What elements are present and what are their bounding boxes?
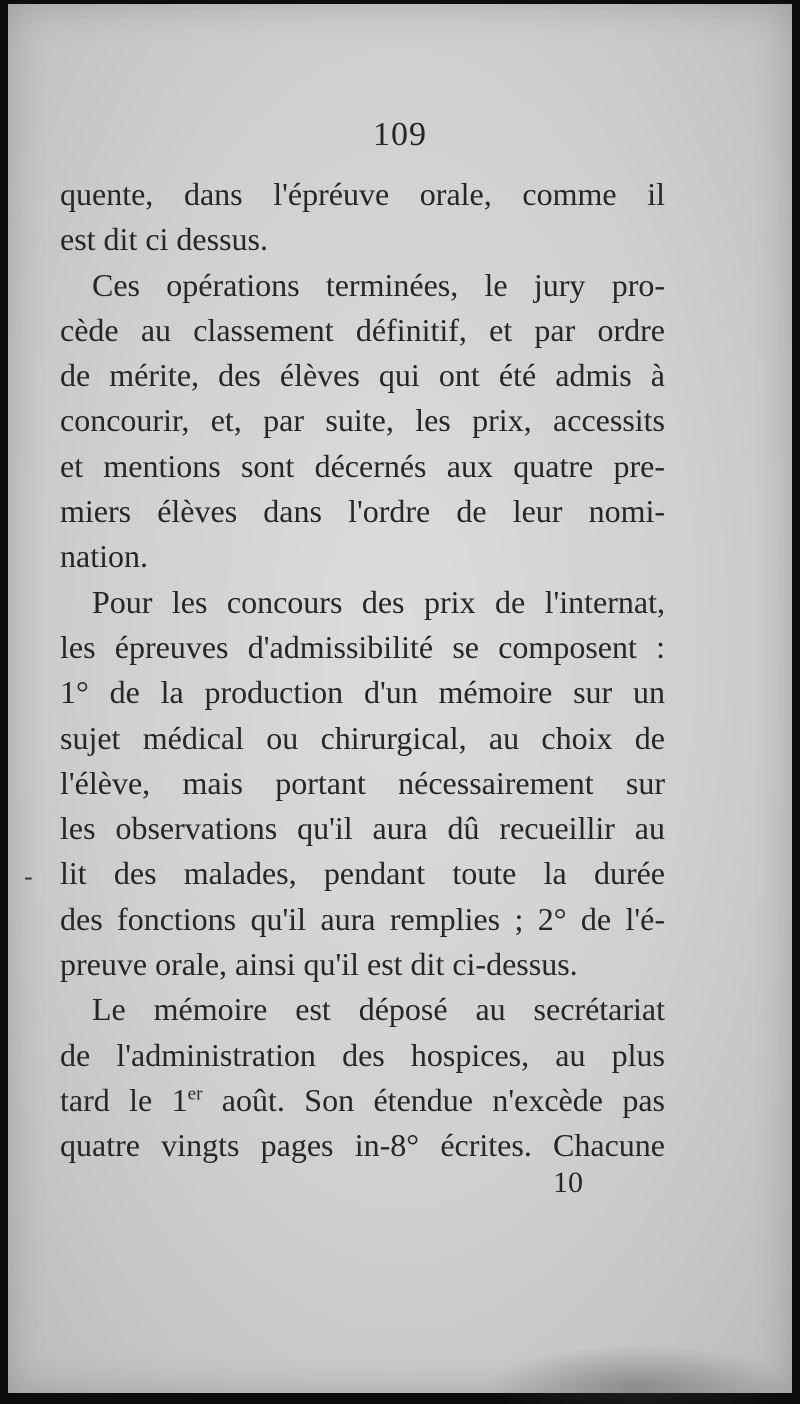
text-line: l'élève, mais portant nécessairement sur — [60, 764, 665, 801]
body-text — [60, 172, 665, 1169]
text-segment: tard le 1 — [60, 1081, 188, 1118]
paragraph-first-line: Ces opérations terminées, le jury pro- — [92, 266, 665, 303]
paragraph-first-line: Pour les concours des prix de l'internat, — [92, 583, 665, 620]
text-line: sujet médical ou chirurgical, au choix de — [60, 719, 665, 756]
text-line: nation. — [60, 538, 148, 575]
text-line: concourir, et, par suite, les prix, accessits — [60, 402, 665, 439]
margin-mark: - — [24, 862, 33, 891]
text-line: est dit ci dessus. — [60, 221, 268, 258]
text-line: quatre vingts pages in-8° écrites. Chacune — [60, 1127, 665, 1164]
text-segment: août. Son étendue n'excède pas — [202, 1081, 665, 1118]
text-line: de l'administration des hospices, au plus — [60, 1036, 665, 1073]
signature-mark: 10 — [553, 1166, 583, 1199]
text-line: cède au classement définitif, et par ordre — [60, 311, 665, 348]
superscript: er — [187, 1083, 203, 1105]
text-line: de mérite, des élèves qui ont été admis à — [60, 357, 665, 394]
paragraph-first-line: Le mémoire est déposé au secrétariat — [92, 991, 665, 1028]
text-line: des fonctions qu'il aura remplies ; 2° de l'é- — [60, 900, 665, 937]
page-stain — [488, 1344, 788, 1404]
book-page — [8, 4, 792, 1393]
text-line — [60, 1078, 665, 1123]
text-line: 1° de la production d'un mémoire sur un — [60, 674, 665, 711]
text-line: miers élèves dans l'ordre de leur nomi- — [60, 493, 665, 530]
text-line: quente, dans l'épréuve orale, comme il — [60, 176, 665, 212]
text-line: les observations qu'il aura dû recueillir au — [60, 810, 665, 847]
page-number: 109 — [373, 116, 427, 153]
text-line: les épreuves d'admissibilité se composent : — [60, 628, 665, 665]
text-line: lit des malades, pendant toute la durée — [60, 855, 665, 892]
text-line: et mentions sont décernés aux quatre pre- — [60, 447, 665, 484]
text-line: preuve orale, ainsi qu'il est dit ci-dessus. — [60, 946, 578, 983]
